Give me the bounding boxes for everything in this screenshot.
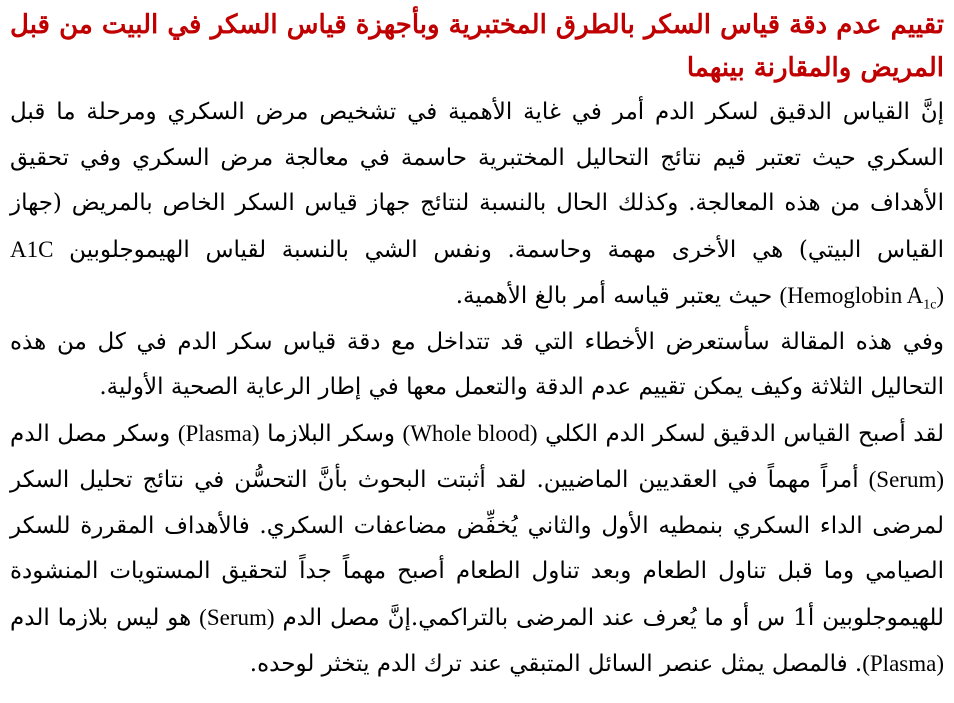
plasma-term: (Plasma) [177,420,260,446]
paragraph-intro-text-b: حيث يعتبر قياسه أمر بالغ الأهمية. [455,283,780,309]
serum-term: (Serum) [868,467,944,492]
article-title: تقييم عدم دقة قياس السكر بالطرق المختبرية وبأجهزة قياس السكر في البيت من قبل المريض والمقارنة بينهما [10,10,944,83]
paragraph-blood-sugar-t3: وسكر مصل الدم [10,420,178,447]
whole-blood-term: (Whole blood) [402,420,538,446]
document-page [10,4,944,688]
paragraph-blood-sugar [10,411,944,688]
a1c-term: A1C [10,236,54,262]
paragraph-blood-sugar-t4: أمراً مهماً في العقديين الماضيين. لقد أثبتت البحوث بأنَّ التحسُّن في نتائج تحليل السكر لمرضى الداء السكري بنمطيه الأول والثاني يُخفِّض مضاعفات السكري. فالأهداف المقررة للسكر الصيامي وما قبل تناول الطعام وبعد تناول الطعام أصبح مهماً جداً لتحقيق المستويات المنشودة للهيموجلوبين أ1 س أو ما يُعرف عند المرضى بالتراكمي.إنَّ مصل الدم [10,467,945,631]
paragraph-article-scope: وفي هذه المقالة سأستعرض الأخطاء التي قد تتداخل مع دقة قياس سكر الدم في كل من هذه التحاليل الثلاثة وكيف يمكن تقييم عدم الدقة والتعمل معها في إطار الرعاية الصحية الأولية. [10,328,944,400]
hemoglobin-subscript: 1c [923,296,937,312]
paragraph-blood-sugar-t1: لقد أصبح القياس الدقيق لسكر الدم الكلي [537,420,944,447]
plasma-term-2: (Plasma) [862,651,944,676]
paragraph-blood-sugar-t2: وسكر البلازما [259,420,403,447]
hemoglobin-open: (Hemoglobin A [779,283,924,308]
paragraph-intro [10,90,944,320]
paragraph-blood-sugar-t6: . فالمصل يمثل عنصر السائل المتبقي عند ترك الدم يتخثر لوحده. [249,651,863,677]
hemoglobin-close: ) [936,283,944,308]
paragraph-blood-sugar-t5: هو ليس بلازما الدم [10,604,200,631]
hemoglobin-term [779,283,944,312]
paragraph-intro-text-a: إنَّ القياس الدقيق لسكر الدم أمر في غاية الأهمية في تشخيص مرض السكري ومرحلة ما قبل السكري حيث تعتبر قيم نتائج التحاليل المختبرية حاسمة في معالجة مرض السكري وفي تحقيق الأهداف من هذه المعالجة. وكذلك الحال بالنسبة لنتائج جهاز قياس السكر الخاص بالمريض (جهاز القياس البيتي) هي الأخرى مهمة وحاسمة. ونفس الشي بالنسبة لقياس الهيموجلوبين [10,99,944,263]
serum-term-2: (Serum) [199,604,275,630]
